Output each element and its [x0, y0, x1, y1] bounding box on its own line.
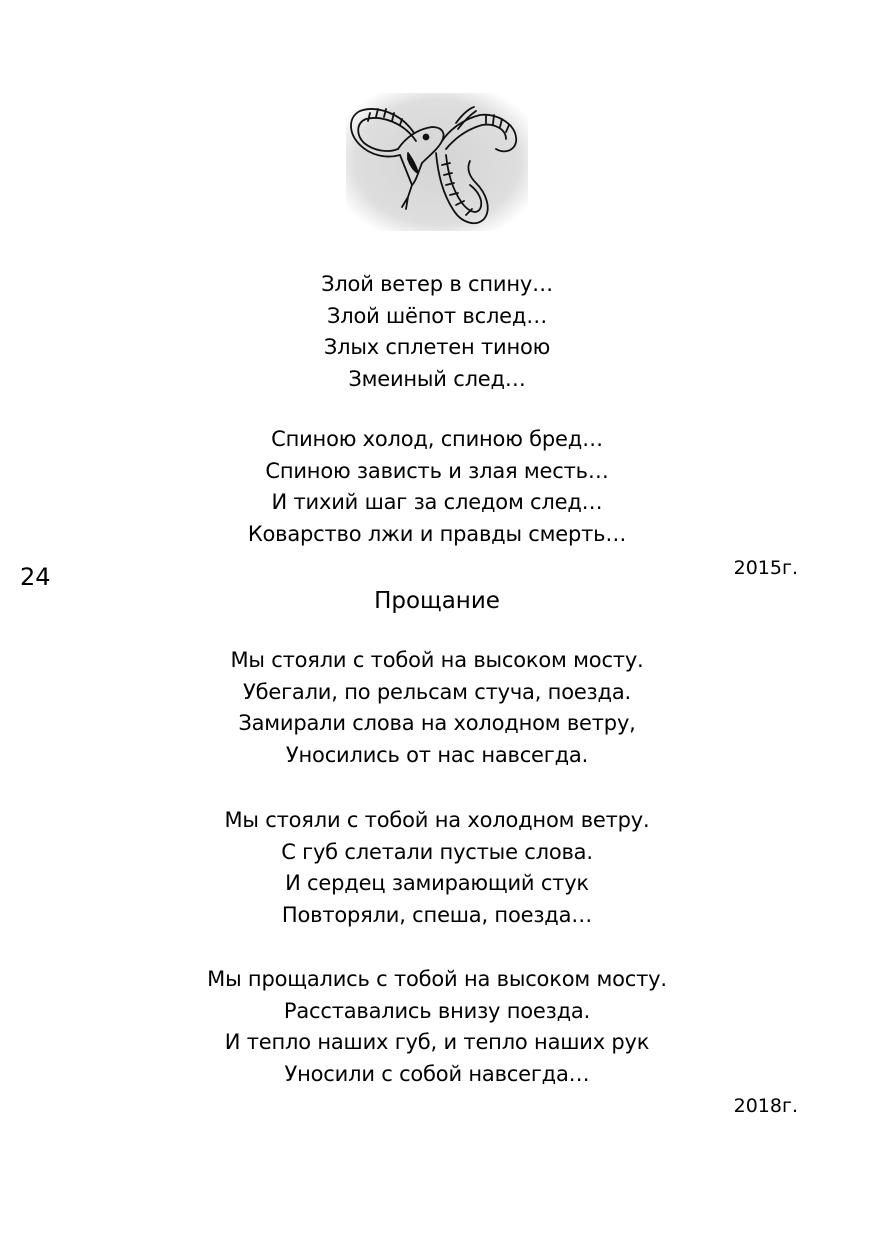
poem-line: И тихий шаг за следом след… — [271, 490, 603, 514]
poem-line: Злых сплетен тиною — [323, 335, 551, 359]
poem-line: Мы стояли с тобой на холодном ветру. — [224, 808, 650, 832]
poem1-stanza-2 — [0, 424, 874, 550]
poem-line: Уносились от нас навсегда. — [285, 742, 589, 767]
page-number: 24 — [20, 563, 51, 591]
poem-line: Коварство лжи и правды смерть… — [247, 521, 627, 546]
poem-line: И сердец замирающий стук — [285, 871, 589, 895]
poem2-title: Прощание — [374, 588, 500, 614]
poem-line: Спиною холод, спиною бред… — [271, 427, 603, 451]
poem-line: Повторяли, спеша, поезда… — [281, 902, 593, 927]
poem1-stanza-1 — [0, 269, 874, 395]
poem-line: Спиною зависть и злая месть… — [265, 458, 609, 483]
poem-line: И тепло наших губ, и тепло наших рук — [224, 1030, 650, 1054]
poem-line: Замирали слова на холодном ветру, — [238, 711, 636, 735]
poem-line: Змеиный след… — [348, 366, 526, 391]
poem-line: Злой ветер в спину… — [321, 272, 553, 296]
poem-line: С губ слетали пустые слова. — [281, 839, 593, 864]
snake-icon — [346, 93, 528, 231]
poem-line: Расставались внизу поезда. — [283, 998, 591, 1023]
poem-line: Мы стояли с тобой на высоком мосту. — [230, 648, 644, 672]
poem-line: Уносили с собой навсегда… — [284, 1061, 590, 1086]
poem1-date: 2015г. — [733, 557, 798, 579]
poem2-stanza-1 — [0, 645, 874, 771]
poem-line: Убегали, по рельсам стуча, поезда. — [243, 679, 631, 704]
snake-illustration — [346, 93, 528, 231]
poem-line: Мы прощались с тобой на высоком мосту. — [207, 967, 667, 991]
poem2-stanza-2 — [0, 805, 874, 931]
poem2-date: 2018г. — [733, 1095, 798, 1117]
poem2-stanza-3 — [0, 964, 874, 1090]
poem-line: Злой шёпот вслед… — [326, 303, 548, 328]
